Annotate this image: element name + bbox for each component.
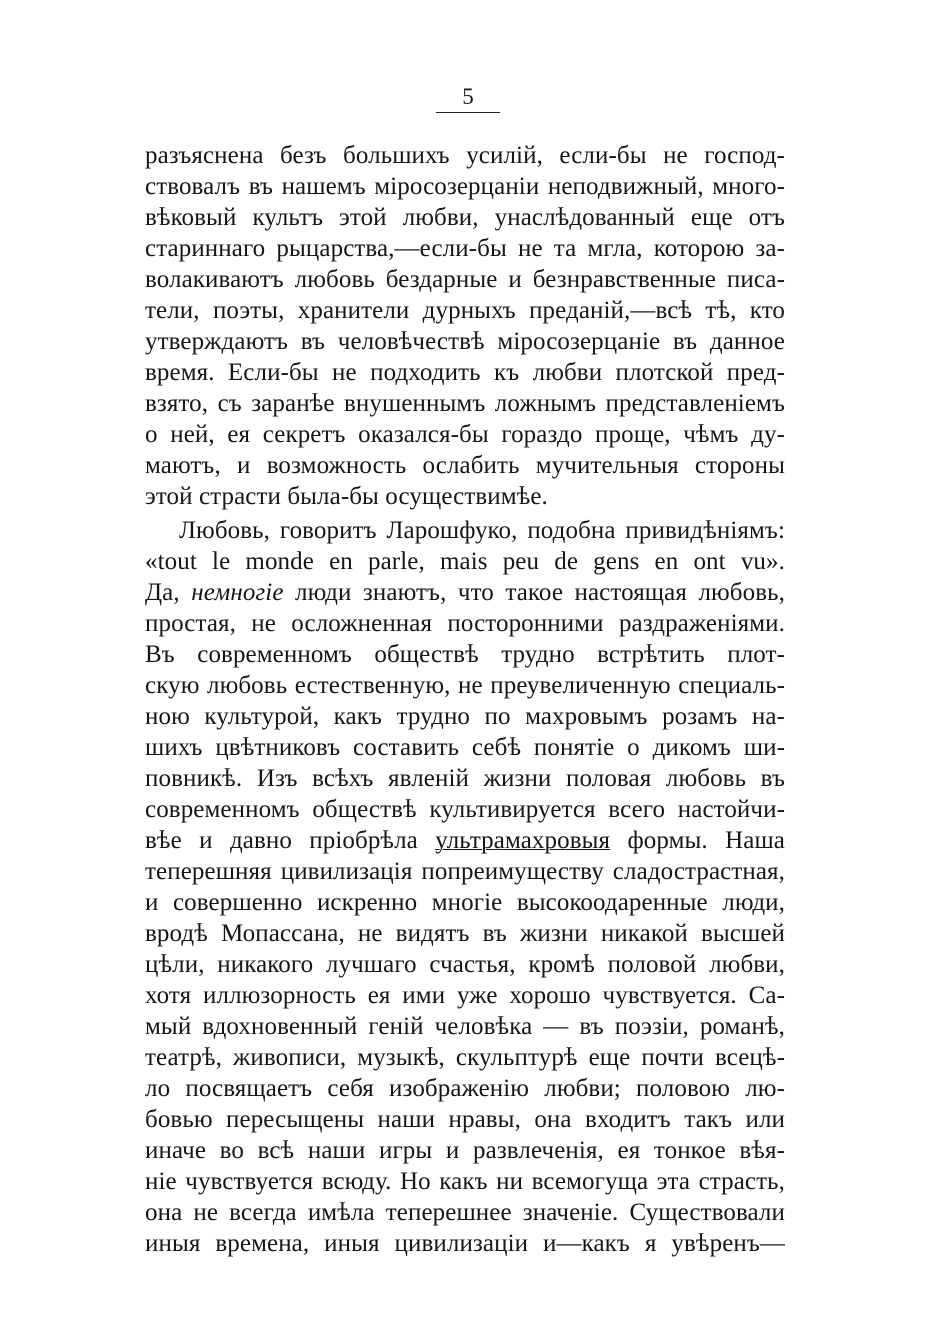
underlined-word: ультрамахровыя bbox=[435, 827, 611, 854]
text-line: простая, не осложненная посторонними раздраженіями. bbox=[145, 610, 785, 637]
text-line: утверждаютъ въ человѣчествѣ міросозерцаніе въ данное bbox=[145, 328, 785, 355]
text-line: маютъ, и возможность ослабить мучительныя стороны bbox=[145, 452, 785, 479]
text-line: Въ современномъ обществѣ трудно встрѣтить плот- bbox=[145, 641, 785, 668]
body-text bbox=[145, 140, 785, 1259]
text-line: теперешняя цивилизація попреимуществу сладострастная, bbox=[145, 858, 785, 885]
text-line: хотя иллюзорность ея ими уже хорошо чувствуется. Са- bbox=[145, 982, 785, 1009]
text-line: стариннаго рыцарства,—если-бы не та мгла, которою за- bbox=[145, 235, 785, 262]
emphasized-word: немногіе bbox=[191, 579, 284, 606]
text-line: ло посвящаетъ себя изображенію любви; половою лю- bbox=[145, 1075, 785, 1102]
text-line: разъяснена безъ большихъ усилій, если-бы не господ- bbox=[145, 142, 785, 169]
text-line: иначе во всѣ наши игры и развлеченія, ея тонкое вѣя- bbox=[145, 1137, 785, 1164]
text-line: скую любовь естественную, не преувеличенную специаль- bbox=[145, 672, 785, 699]
text-line: повникѣ. Изъ всѣхъ явленій жизни половая любовь въ bbox=[145, 765, 785, 792]
text-line: время. Если-бы не подходить къ любви плотской пред- bbox=[145, 359, 785, 386]
text-line: вѣковый культъ этой любви, унаслѣдованный еще отъ bbox=[145, 204, 785, 231]
text-line: шихъ цвѣтниковъ составить себѣ понятіе о дикомъ ши- bbox=[145, 734, 785, 761]
paragraph-2 bbox=[145, 515, 785, 1259]
text-line: волакиваютъ любовь бездарные и безнравственные писа- bbox=[145, 266, 785, 293]
page-number: 5 bbox=[436, 84, 500, 113]
text-line: цѣли, никакого лучшаго счастья, кромѣ половой любви, bbox=[145, 951, 785, 978]
text-line: театрѣ, живописи, музыкѣ, скульптурѣ еще почти всецѣ- bbox=[145, 1044, 785, 1071]
text-line: вродѣ Мопассана, не видятъ въ жизни никакой высшей bbox=[145, 920, 785, 947]
text-line: Любовь, говоритъ Ларошфуко, подобна привидѣніямъ: bbox=[179, 517, 785, 544]
text-line: этой страсти была-бы осуществимѣе. bbox=[145, 483, 548, 510]
page-header bbox=[0, 84, 936, 113]
text-line bbox=[145, 825, 785, 856]
text-fragment: Да, bbox=[145, 579, 192, 606]
text-line: взято, съ заранѣе внушеннымъ ложнымъ представленіемъ bbox=[145, 390, 785, 417]
text-line: мый вдохновенный геній человѣка — въ поэзіи, романѣ, bbox=[145, 1013, 785, 1040]
text-line: ствовалъ въ нашемъ міросозерцаніи неподвижный, много- bbox=[145, 173, 785, 200]
text-line: бовью пересыщены наши нравы, она входитъ такъ или bbox=[145, 1106, 785, 1133]
text-line: ною культурой, какъ трудно по махровымъ розамъ на- bbox=[145, 703, 785, 730]
text-line bbox=[145, 577, 785, 608]
text-line: ніе чувствуется всюду. Но какъ ни всемогуща эта страсть, bbox=[145, 1168, 785, 1195]
text-line: иныя времена, иныя цивилизаціи и—какъ я увѣренъ— bbox=[145, 1230, 785, 1257]
text-line: она не всегда имѣла теперешнее значеніе. Существовали bbox=[145, 1199, 785, 1226]
text-line: современномъ обществѣ культивируется всего настойчи- bbox=[145, 796, 785, 823]
text-line: и совершенно искренно многіе высокоодаренные люди, bbox=[145, 889, 785, 916]
text-fragment: люди знаютъ, что такое настоящая любовь, bbox=[283, 579, 785, 606]
text-fragment: вѣе и давно пріобрѣла bbox=[145, 827, 436, 854]
text-line: о ней, ея секретъ оказался-бы гораздо проще, чѣмъ ду- bbox=[145, 421, 785, 448]
text-line-quotation: «tout le monde en parle, mais peu de gens en ont vu». bbox=[145, 548, 785, 575]
paragraph-1 bbox=[145, 140, 785, 512]
text-line: тели, поэты, хранители дурныхъ преданій,—всѣ тѣ, кто bbox=[145, 297, 785, 324]
text-fragment: формы. Наша bbox=[610, 827, 785, 854]
